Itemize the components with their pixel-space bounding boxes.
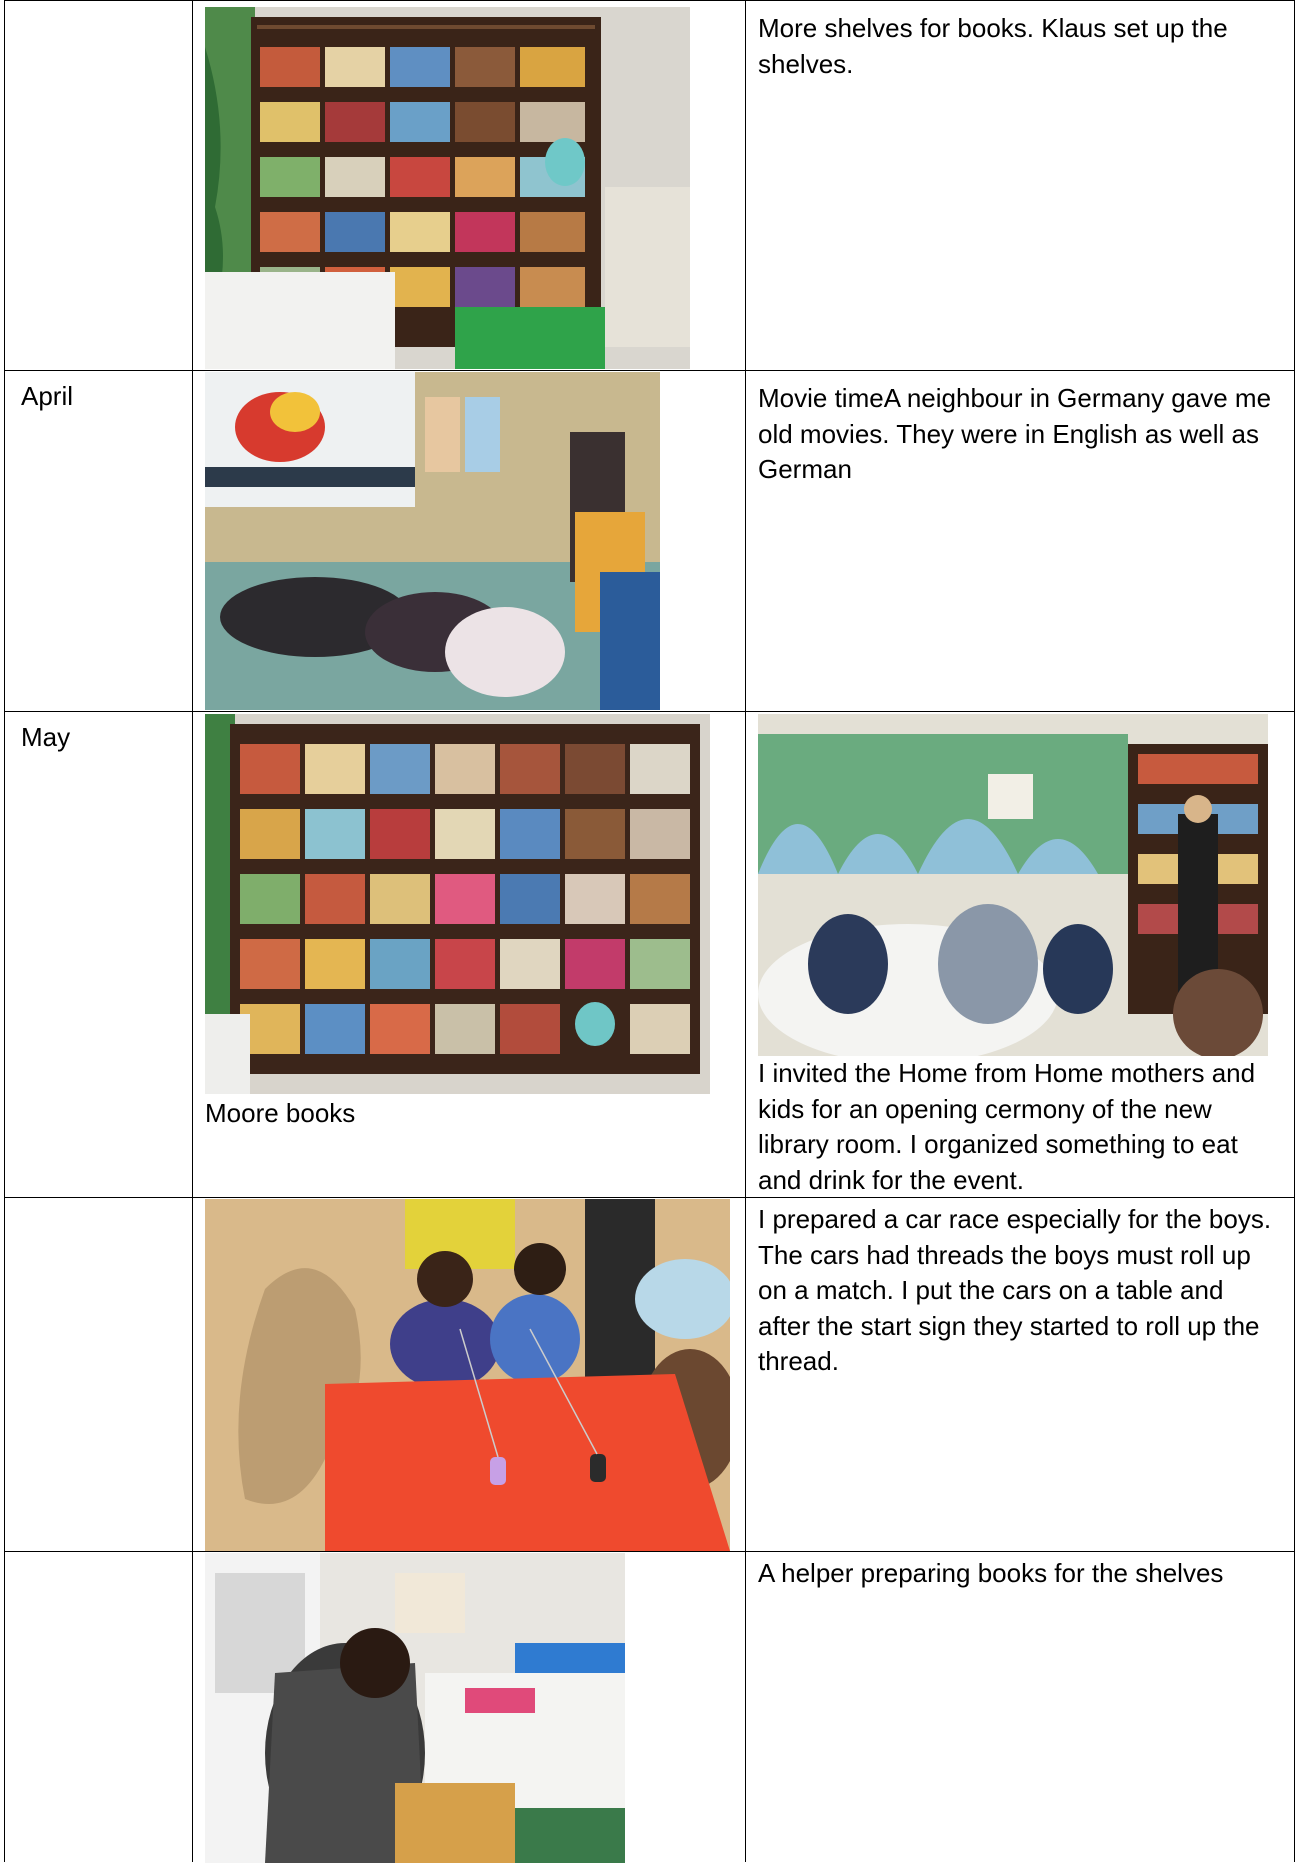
month-cell: May: [5, 712, 193, 1198]
photo-cell: [193, 371, 746, 712]
description-text: I invited the Home from Home mothers and kids for an opening cermony of the new library room. I organized something to eat and drink for the event.: [758, 1058, 1256, 1195]
car-race-photo: [205, 1199, 730, 1551]
table-row: [5, 1198, 1295, 1552]
table-row: [5, 371, 1295, 712]
table-row: [5, 1, 1295, 371]
month-cell: [5, 1198, 193, 1552]
photo-cell: [193, 1198, 746, 1552]
month-cell: April: [5, 371, 193, 712]
full-bookshelves-photo: [205, 714, 710, 1094]
description-cell: [746, 712, 1295, 1198]
description-cell: A helper preparing books for the shelves: [746, 1552, 1295, 1862]
description-cell: I prepared a car race especially for the boys. The cars had threads the boys must roll up on a match. I put the cars on a table and after the start sign they started to roll up the thread.: [746, 1198, 1295, 1552]
photo-cell: [193, 1552, 746, 1862]
month-cell: [5, 1552, 193, 1862]
bookshelves-photo: [205, 7, 690, 369]
description-cell: More shelves for books. Klaus set up the shelves.: [746, 1, 1295, 371]
photo-caption: Moore books: [205, 1098, 356, 1128]
photo-cell: [193, 1, 746, 371]
description-cell: Movie timeA neighbour in Germany gave me old movies. They were in English as well as German: [746, 371, 1295, 712]
opening-ceremony-photo: [758, 714, 1268, 1056]
activity-table: [4, 0, 1295, 1862]
month-cell: [5, 1, 193, 371]
table-row: [5, 712, 1295, 1198]
table-row: [5, 1552, 1295, 1862]
photo-cell: [193, 712, 746, 1198]
helper-photo: [205, 1553, 625, 1863]
movie-time-photo: [205, 372, 660, 710]
